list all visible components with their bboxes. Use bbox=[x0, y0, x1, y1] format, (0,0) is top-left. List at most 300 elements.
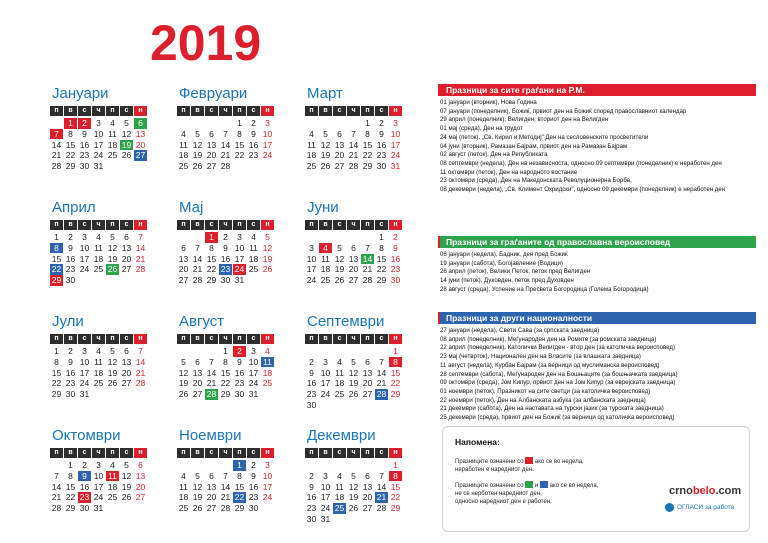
month-name: Август bbox=[179, 313, 225, 330]
day-cell: 16 bbox=[390, 253, 401, 264]
holiday-day: 23 bbox=[79, 492, 90, 503]
empty-cell bbox=[177, 232, 190, 243]
weekday-label: п bbox=[106, 106, 119, 116]
weekday-label: в bbox=[64, 448, 77, 458]
month-name: Октомври bbox=[52, 427, 121, 444]
empty-cell bbox=[305, 118, 318, 129]
day-cell: 3 bbox=[309, 242, 314, 253]
weekday-label: с bbox=[333, 334, 346, 344]
day-cell: 19 bbox=[348, 492, 359, 503]
day-cell: 18 bbox=[320, 264, 331, 275]
holiday-day: 11 bbox=[261, 357, 274, 368]
day-cell: 2 bbox=[68, 346, 73, 356]
day-cell: 19 bbox=[262, 253, 273, 264]
month-name: Мај bbox=[179, 199, 204, 216]
day-cell: 23 bbox=[65, 264, 76, 275]
day-cell: 2 bbox=[309, 356, 314, 367]
day-cell: 1 bbox=[379, 232, 384, 242]
day-cell: 21 bbox=[376, 378, 387, 389]
day-cell: 1 bbox=[54, 346, 59, 356]
day-cell: 21 bbox=[348, 150, 359, 161]
weekday-label: н bbox=[389, 334, 402, 344]
day-cell: 6 bbox=[181, 242, 186, 253]
empty-cell bbox=[191, 232, 204, 243]
day-cell: 27 bbox=[362, 503, 373, 514]
day-cell: 1 bbox=[365, 118, 370, 128]
empty-cell bbox=[205, 346, 218, 357]
day-cell: 18 bbox=[93, 253, 104, 264]
day-cell: 6 bbox=[195, 356, 200, 367]
weekday-header bbox=[305, 106, 423, 116]
weekday-label: с bbox=[120, 448, 133, 458]
note-text: не се нерботен наредниот ден, bbox=[455, 491, 542, 497]
day-cell: 28 bbox=[51, 161, 62, 172]
holiday-item: 01 јануари (вторник), Нова Година bbox=[440, 99, 537, 106]
empty-cell bbox=[219, 460, 232, 471]
day-cell: 27 bbox=[206, 503, 217, 514]
day-cell: 9 bbox=[223, 242, 228, 253]
month-block bbox=[50, 312, 168, 400]
day-cell: 21 bbox=[135, 367, 146, 378]
empty-cell bbox=[375, 460, 388, 471]
holiday-day: 24 bbox=[234, 264, 245, 275]
brand-logo[interactable] bbox=[669, 485, 741, 497]
day-cell: 9 bbox=[379, 128, 384, 139]
holiday-day: 4 bbox=[319, 243, 332, 254]
day-cell: 15 bbox=[51, 367, 62, 378]
holiday-day: 23 bbox=[220, 264, 231, 275]
day-cell: 12 bbox=[348, 481, 359, 492]
weekday-label: ч bbox=[219, 220, 232, 230]
day-cell: 10 bbox=[262, 128, 273, 139]
day-cell: 17 bbox=[262, 481, 273, 492]
day-cell: 24 bbox=[320, 503, 331, 514]
day-cell: 5 bbox=[323, 128, 328, 139]
day-cell: 29 bbox=[51, 389, 62, 400]
day-cell: 3 bbox=[265, 118, 270, 128]
red-swatch bbox=[525, 457, 533, 464]
weekday-label: п bbox=[50, 448, 63, 458]
day-cell: 1 bbox=[237, 118, 242, 128]
empty-cell bbox=[361, 232, 374, 243]
day-cell: 30 bbox=[65, 389, 76, 400]
day-cell: 25 bbox=[248, 264, 259, 275]
holiday-item: 06 јануари (недела), Бадник, ден пред Божиќ bbox=[440, 251, 568, 258]
day-cell: 1 bbox=[68, 460, 73, 470]
day-cell: 10 bbox=[93, 128, 104, 139]
day-cell: 12 bbox=[178, 367, 189, 378]
day-cell: 10 bbox=[79, 356, 90, 367]
day-cell: 13 bbox=[206, 481, 217, 492]
day-cell: 26 bbox=[178, 389, 189, 400]
holiday-item: 08 декември (недела), „Св. Климент Охридски", односно 09 декември (понеделник) е неработен ден bbox=[440, 186, 726, 194]
weekday-label: п bbox=[305, 448, 318, 458]
day-cell: 18 bbox=[178, 492, 189, 503]
empty-cell bbox=[177, 460, 190, 471]
day-cell: 5 bbox=[110, 346, 115, 356]
day-cell: 24 bbox=[262, 492, 273, 503]
day-cell: 29 bbox=[376, 275, 387, 286]
weekday-label: п bbox=[305, 220, 318, 230]
weekday-label: ч bbox=[219, 334, 232, 344]
day-cell: 27 bbox=[121, 264, 132, 275]
day-cell: 19 bbox=[107, 367, 118, 378]
day-cell: 17 bbox=[93, 139, 104, 150]
day-cell: 16 bbox=[234, 367, 245, 378]
day-cell: 4 bbox=[110, 460, 115, 470]
weekday-label: н bbox=[134, 106, 147, 116]
day-grid bbox=[305, 232, 423, 286]
weekday-label: с bbox=[120, 334, 133, 344]
day-cell: 14 bbox=[51, 481, 62, 492]
day-cell: 18 bbox=[93, 367, 104, 378]
holiday-day: 7 bbox=[50, 129, 63, 140]
holiday-day: 28 bbox=[376, 389, 387, 400]
holiday-list bbox=[438, 324, 756, 423]
day-cell: 30 bbox=[234, 389, 245, 400]
day-cell: 23 bbox=[306, 389, 317, 400]
empty-cell bbox=[205, 118, 218, 129]
holiday-day: 22 bbox=[234, 492, 245, 503]
day-cell: 20 bbox=[348, 264, 359, 275]
holiday-list bbox=[438, 248, 756, 295]
day-cell: 19 bbox=[334, 264, 345, 275]
weekday-label: ч bbox=[347, 334, 360, 344]
month-name: Јули bbox=[52, 313, 84, 330]
holiday-item: 22 април (понеделник), Католички Велигден - втор ден (за католичка вероисповед) bbox=[440, 344, 675, 352]
month-block bbox=[177, 426, 295, 514]
day-cell: 20 bbox=[362, 378, 373, 389]
weekday-label: с bbox=[247, 448, 260, 458]
day-cell: 16 bbox=[306, 378, 317, 389]
weekday-label: п bbox=[50, 334, 63, 344]
weekday-label: н bbox=[389, 106, 402, 116]
day-cell: 27 bbox=[121, 378, 132, 389]
weekday-header bbox=[177, 334, 295, 344]
day-cell: 28 bbox=[220, 503, 231, 514]
day-cell: 24 bbox=[306, 275, 317, 286]
day-cell: 21 bbox=[362, 264, 373, 275]
empty-cell bbox=[375, 346, 388, 357]
day-cell: 15 bbox=[234, 139, 245, 150]
day-cell: 19 bbox=[192, 150, 203, 161]
day-cell: 28 bbox=[348, 161, 359, 172]
weekday-label: ч bbox=[347, 106, 360, 116]
day-cell: 16 bbox=[248, 481, 259, 492]
day-cell: 5 bbox=[124, 460, 129, 470]
day-cell: 9 bbox=[251, 470, 256, 481]
weekday-label: в bbox=[64, 220, 77, 230]
weekday-label: с bbox=[205, 448, 218, 458]
day-cell: 25 bbox=[93, 264, 104, 275]
day-cell: 12 bbox=[192, 481, 203, 492]
month-block bbox=[50, 84, 168, 172]
empty-cell bbox=[347, 118, 360, 129]
weekday-header bbox=[50, 448, 168, 458]
day-cell: 24 bbox=[320, 389, 331, 400]
day-cell: 2 bbox=[251, 460, 256, 470]
day-cell: 15 bbox=[220, 367, 231, 378]
weekday-header bbox=[50, 334, 168, 344]
day-cell: 22 bbox=[390, 378, 401, 389]
day-cell: 7 bbox=[223, 470, 228, 481]
day-cell: 28 bbox=[220, 161, 231, 172]
day-cell: 16 bbox=[376, 139, 387, 150]
day-cell: 6 bbox=[124, 232, 129, 242]
empty-cell bbox=[347, 460, 360, 471]
day-cell: 15 bbox=[65, 139, 76, 150]
day-cell: 21 bbox=[51, 492, 62, 503]
weekday-label: п bbox=[361, 448, 374, 458]
month-block bbox=[177, 312, 295, 400]
day-cell: 7 bbox=[351, 128, 356, 139]
day-cell: 15 bbox=[390, 367, 401, 378]
day-cell: 13 bbox=[206, 139, 217, 150]
weekday-label: н bbox=[134, 448, 147, 458]
holiday-list bbox=[438, 96, 756, 195]
day-cell: 18 bbox=[107, 481, 118, 492]
month-name: Април bbox=[52, 199, 96, 216]
weekday-label: с bbox=[375, 220, 388, 230]
day-cell: 8 bbox=[68, 128, 73, 139]
day-cell: 5 bbox=[265, 232, 270, 242]
day-cell: 4 bbox=[337, 356, 342, 367]
day-cell: 15 bbox=[390, 481, 401, 492]
day-cell: 17 bbox=[320, 492, 331, 503]
weekday-label: с bbox=[375, 106, 388, 116]
day-cell: 19 bbox=[178, 378, 189, 389]
month-block bbox=[305, 198, 423, 286]
day-cell: 18 bbox=[334, 492, 345, 503]
day-cell: 23 bbox=[390, 264, 401, 275]
day-cell: 27 bbox=[192, 389, 203, 400]
weekday-label: п bbox=[177, 106, 190, 116]
weekday-label: ч bbox=[219, 448, 232, 458]
day-cell: 22 bbox=[65, 150, 76, 161]
day-cell: 19 bbox=[192, 492, 203, 503]
day-grid bbox=[177, 460, 295, 514]
day-cell: 8 bbox=[379, 242, 384, 253]
day-cell: 29 bbox=[206, 275, 217, 286]
day-cell: 15 bbox=[362, 139, 373, 150]
day-cell: 11 bbox=[179, 139, 188, 150]
day-cell: 4 bbox=[96, 346, 101, 356]
holiday-item: 08 април (понеделник), Меѓународен ден на Ромите (за ромската заедница) bbox=[440, 335, 657, 343]
day-cell: 31 bbox=[93, 161, 104, 172]
day-cell: 25 bbox=[320, 275, 331, 286]
day-cell: 23 bbox=[248, 150, 259, 161]
day-cell: 14 bbox=[220, 481, 231, 492]
empty-cell bbox=[319, 118, 332, 129]
day-cell: 3 bbox=[251, 346, 256, 356]
blue-swatch bbox=[540, 481, 548, 488]
day-cell: 26 bbox=[121, 150, 132, 161]
weekday-label: ч bbox=[92, 106, 105, 116]
day-cell: 29 bbox=[390, 503, 401, 514]
day-cell: 4 bbox=[96, 232, 101, 242]
day-grid bbox=[50, 232, 168, 286]
day-cell: 13 bbox=[121, 242, 132, 253]
empty-cell bbox=[333, 232, 346, 243]
month-block bbox=[50, 198, 168, 286]
day-cell: 13 bbox=[362, 367, 373, 378]
brand-part: belo bbox=[692, 485, 716, 497]
day-cell: 6 bbox=[138, 460, 143, 470]
day-cell: 9 bbox=[68, 242, 73, 253]
day-cell: 5 bbox=[351, 356, 356, 367]
empty-cell bbox=[347, 232, 360, 243]
empty-cell bbox=[333, 460, 346, 471]
holiday-item: 26 април (петок), Велики Петок, петок пред Велигден bbox=[440, 268, 591, 276]
day-cell: 12 bbox=[192, 139, 203, 150]
day-cell: 18 bbox=[248, 253, 259, 264]
day-cell: 15 bbox=[206, 253, 217, 264]
day-cell: 11 bbox=[307, 139, 316, 150]
month-block bbox=[305, 312, 423, 411]
weekday-label: п bbox=[305, 334, 318, 344]
day-cell: 9 bbox=[309, 367, 314, 378]
day-cell: 20 bbox=[135, 481, 146, 492]
weekday-label: ч bbox=[92, 448, 105, 458]
day-cell: 31 bbox=[320, 513, 331, 524]
day-cell: 26 bbox=[262, 264, 273, 275]
day-cell: 12 bbox=[262, 242, 273, 253]
weekday-label: с bbox=[78, 106, 91, 116]
note-title: Напомена: bbox=[455, 437, 500, 447]
day-cell: 21 bbox=[135, 253, 146, 264]
day-cell: 21 bbox=[192, 264, 203, 275]
weekday-label: ч bbox=[92, 220, 105, 230]
brand-part: crno bbox=[669, 485, 693, 497]
day-cell: 11 bbox=[335, 481, 344, 492]
day-cell: 1 bbox=[223, 346, 228, 356]
day-cell: 25 bbox=[178, 161, 189, 172]
holiday-day: 25 bbox=[334, 503, 345, 514]
day-cell: 23 bbox=[79, 150, 90, 161]
day-cell: 14 bbox=[376, 481, 387, 492]
weekday-label: п bbox=[177, 448, 190, 458]
day-cell: 7 bbox=[138, 346, 143, 356]
panel-title: Празници за граѓаните од православна вероисповед bbox=[438, 236, 756, 248]
day-cell: 12 bbox=[334, 253, 345, 264]
holiday-item: 29 април (понеделник), Велигден, вториот ден на Велигден bbox=[440, 116, 609, 124]
day-cell: 19 bbox=[107, 253, 118, 264]
weekday-header bbox=[305, 448, 423, 458]
day-cell: 23 bbox=[376, 150, 387, 161]
day-cell: 10 bbox=[306, 253, 317, 264]
day-grid bbox=[305, 118, 423, 172]
day-cell: 5 bbox=[195, 470, 200, 481]
day-cell: 21 bbox=[220, 150, 231, 161]
weekday-label: п bbox=[177, 334, 190, 344]
weekday-label: с bbox=[205, 106, 218, 116]
brand-part: .com bbox=[715, 485, 742, 497]
holiday-day: 6 bbox=[134, 118, 147, 129]
note-text: неработен е наредниот ден. bbox=[455, 467, 534, 473]
weekday-header bbox=[305, 334, 423, 344]
holiday-item: 21 декември (сабота), Ден на наставата на турски јазик (за турската заедница) bbox=[440, 405, 664, 413]
holiday-item: 01 ноември (петок), Празникот на сите светци (за католичка вероисповед) bbox=[440, 387, 651, 395]
weekday-label: п bbox=[233, 448, 246, 458]
weekday-label: н bbox=[261, 448, 274, 458]
weekday-label: с bbox=[78, 220, 91, 230]
day-cell: 17 bbox=[320, 378, 331, 389]
weekday-label: п bbox=[233, 334, 246, 344]
day-cell: 6 bbox=[209, 470, 214, 481]
day-cell: 13 bbox=[135, 470, 146, 481]
empty-cell bbox=[319, 460, 332, 471]
day-cell: 26 bbox=[334, 275, 345, 286]
holiday-item: 23 октомври (среда), Ден на Македонската Револуционерна Борба, bbox=[440, 177, 632, 185]
panel-title: Празници за сите граѓани на Р.М. bbox=[438, 84, 756, 96]
holiday-day: 2 bbox=[78, 118, 91, 129]
day-cell: 23 bbox=[306, 503, 317, 514]
weekday-label: н bbox=[389, 220, 402, 230]
empty-cell bbox=[191, 460, 204, 471]
day-cell: 25 bbox=[178, 503, 189, 514]
day-cell: 29 bbox=[220, 389, 231, 400]
day-cell: 30 bbox=[306, 399, 317, 410]
weekday-label: с bbox=[120, 220, 133, 230]
day-cell: 27 bbox=[348, 275, 359, 286]
day-cell: 10 bbox=[320, 367, 331, 378]
holiday-item: 08 септември (недела), Ден на независноста, односно 09 септември (понеделник) е неработен ден bbox=[440, 159, 722, 167]
day-cell: 10 bbox=[93, 470, 104, 481]
day-grid bbox=[50, 346, 168, 400]
day-cell: 18 bbox=[107, 139, 118, 150]
day-cell: 20 bbox=[192, 378, 203, 389]
day-cell: 28 bbox=[362, 275, 373, 286]
day-cell: 17 bbox=[306, 264, 317, 275]
month-name: Декември bbox=[307, 427, 376, 444]
weekday-label: п bbox=[106, 448, 119, 458]
day-grid bbox=[50, 460, 168, 514]
day-cell: 19 bbox=[348, 378, 359, 389]
day-cell: 7 bbox=[379, 470, 384, 481]
holiday-day: 29 bbox=[51, 275, 62, 286]
holiday-item: 27 јануари (недела), Свети Сава (за српската заедница) bbox=[440, 327, 600, 334]
day-cell: 9 bbox=[251, 128, 256, 139]
day-cell: 6 bbox=[365, 470, 370, 481]
holiday-item: 04 јуни (вторник), Рамазан Бајрам, првиот ден на Рамазан Бајрам bbox=[440, 142, 628, 150]
holiday-day: 8 bbox=[389, 357, 402, 368]
empty-cell bbox=[305, 346, 318, 357]
weekday-label: с bbox=[205, 220, 218, 230]
day-cell: 8 bbox=[54, 356, 59, 367]
day-cell: 31 bbox=[234, 275, 245, 286]
weekday-label: в bbox=[191, 448, 204, 458]
holiday-day: 21 bbox=[376, 492, 387, 503]
day-cell: 24 bbox=[262, 150, 273, 161]
weekday-label: п bbox=[361, 334, 374, 344]
month-block bbox=[305, 84, 423, 172]
day-cell: 17 bbox=[79, 367, 90, 378]
day-cell: 17 bbox=[234, 253, 245, 264]
day-cell: 21 bbox=[220, 492, 231, 503]
day-cell: 25 bbox=[262, 378, 273, 389]
day-cell: 15 bbox=[234, 481, 245, 492]
holiday-day: 8 bbox=[389, 471, 402, 482]
day-cell: 2 bbox=[393, 232, 398, 242]
month-name: Март bbox=[307, 85, 343, 102]
weekday-label: п bbox=[177, 220, 190, 230]
weekday-label: п bbox=[233, 106, 246, 116]
day-cell: 6 bbox=[124, 346, 129, 356]
day-cell: 22 bbox=[376, 264, 387, 275]
weekday-label: ч bbox=[219, 106, 232, 116]
day-cell: 19 bbox=[320, 150, 331, 161]
day-cell: 12 bbox=[107, 242, 118, 253]
